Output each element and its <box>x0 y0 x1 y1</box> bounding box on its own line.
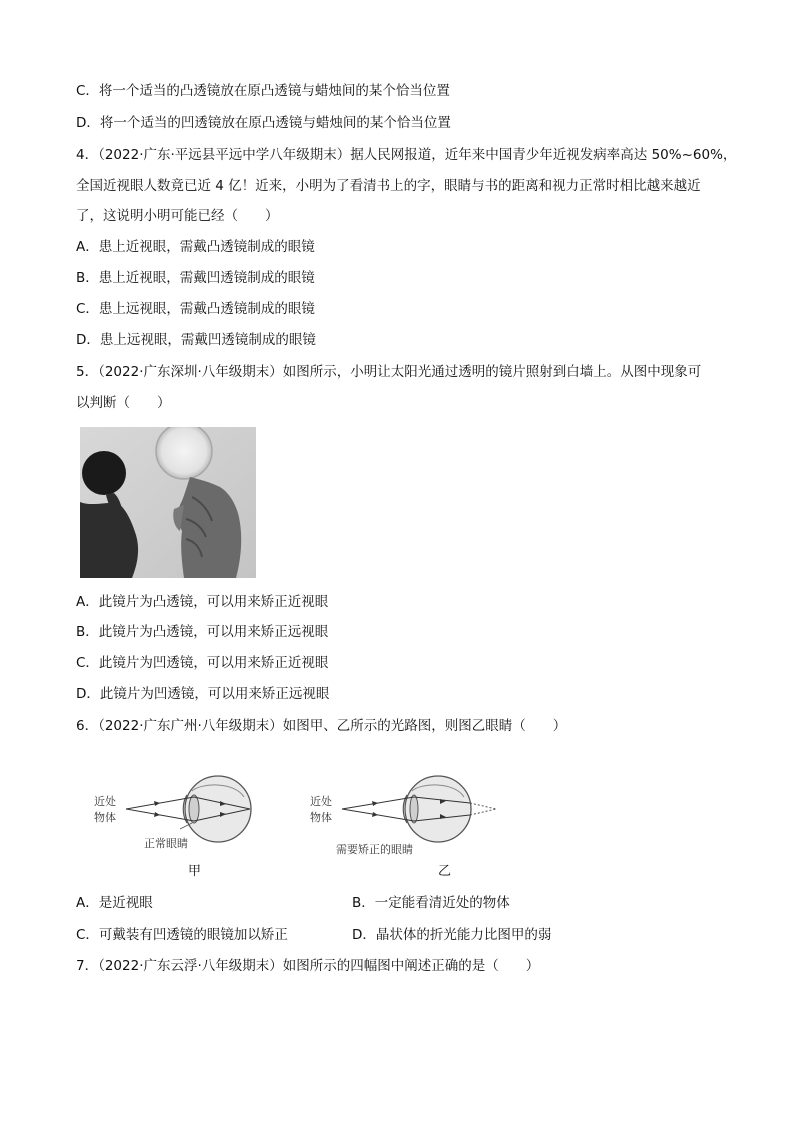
normal-eye-diagram <box>84 763 274 881</box>
left-object-label-1: 近处 <box>94 795 116 808</box>
left-figure-label: 甲 <box>188 864 202 879</box>
q6-option-a: A．是近视眼 <box>76 895 153 911</box>
defective-eye-diagram <box>306 763 506 881</box>
q4-option-d: D．患上远视眼，需戴凹透镜制成的眼镜 <box>76 332 316 348</box>
q6-stem: 6．（2022·广东广州·八年级期末）如图甲、乙所示的光路图，则图乙眼睛（ ） <box>76 718 567 734</box>
q5-option-b: B．此镜片为凸透镜，可以用来矫正远视眼 <box>76 624 329 640</box>
q4-option-a: A．患上近视眼，需戴凸透镜制成的眼镜 <box>76 239 315 255</box>
lens-icon <box>156 427 212 479</box>
q6-option-d: D．晶状体的折光能力比图甲的弱 <box>352 927 552 943</box>
q6-option-c: C．可戴装有凹透镜的眼镜加以矫正 <box>76 927 288 943</box>
left-object-label-2: 物体 <box>94 811 116 824</box>
q3-option-d: D．将一个适当的凹透镜放在原凸透镜与蜡烛间的某个恰当位置 <box>76 115 451 131</box>
right-object-label-2: 物体 <box>310 811 332 824</box>
q5-option-c: C．此镜片为凹透镜，可以用来矫正近视眼 <box>76 655 329 671</box>
q4-stem-line2: 全国近视眼人数竟已近 4 亿！近来，小明为了看清书上的字，眼睛与书的距离和视力正常时相比越来越近 <box>76 178 701 194</box>
dark-shadow-spot <box>82 451 126 495</box>
left-eye-caption: 正常眼睛 <box>144 837 188 850</box>
right-object-label-1: 近处 <box>310 795 332 808</box>
lens-photo <box>80 427 256 578</box>
right-figure-label: 乙 <box>438 864 452 879</box>
q4-stem-line1: 4．（2022·广东·平远县平远中学八年级期末）据人民网报道，近年来中国青少年近视发病率高达 50%~60%， <box>76 147 737 163</box>
q5-option-d: D．此镜片为凹透镜，可以用来矫正远视眼 <box>76 686 330 702</box>
right-eye-caption: 需要矫正的眼睛 <box>336 843 413 856</box>
q5-stem-line1: 5．（2022·广东深圳·八年级期末）如图所示，小明让太阳光通过透明的镜片照射到白墙上。从图中现象可 <box>76 364 702 380</box>
q4-stem-line3: 了，这说明小明可能已经（ ） <box>76 208 279 224</box>
q4-option-b: B．患上近视眼，需戴凹透镜制成的眼镜 <box>76 270 315 286</box>
q5-option-a: A．此镜片为凸透镜，可以用来矫正近视眼 <box>76 594 329 610</box>
q4-option-c: C．患上远视眼，需戴凸透镜制成的眼镜 <box>76 301 315 317</box>
q6-option-b: B．一定能看清近处的物体 <box>352 895 510 911</box>
q7-stem: 7．（2022·广东云浮·八年级期末）如图所示的四幅图中阐述正确的是（ ） <box>76 958 540 974</box>
q3-option-c: C．将一个适当的凸透镜放在原凸透镜与蜡烛间的某个恰当位置 <box>76 83 450 99</box>
lens-on-wall-illustration <box>80 427 256 578</box>
q5-stem-line2: 以判断（ ） <box>76 395 171 411</box>
